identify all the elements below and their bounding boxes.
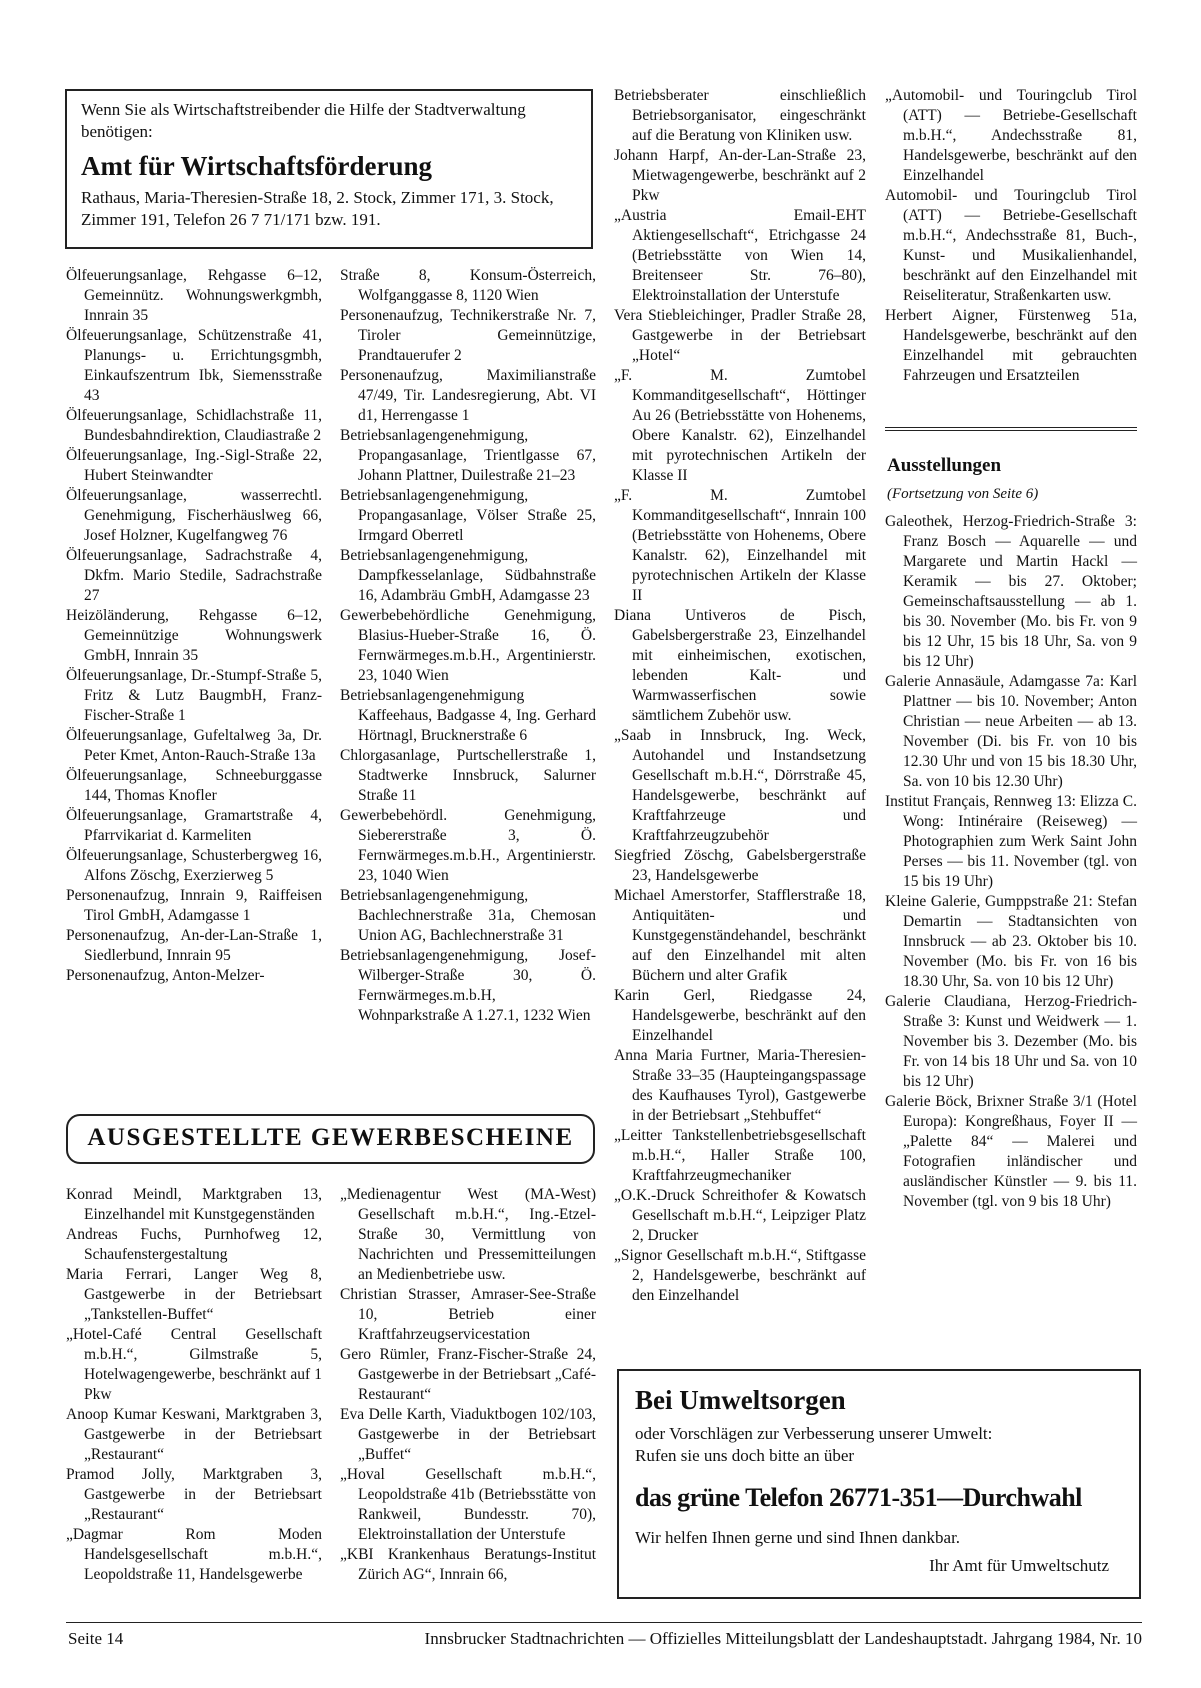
list-item: Personenaufzug, Anton-Melzer- — [66, 967, 265, 984]
list-item: Anna Maria Furtner, Maria-Theresien-Straße 33–35 (Haupteingangspassage des Kaufhauses Tyrol), Gastgewerbe in der Betriebsart „Stehbuffet“ — [614, 1047, 866, 1124]
list-item: „F. M. Zumtobel Kommanditgesellschaft“, Innrain 100 (Betriebsstätte von Hohenems, Obere Kanalstr. 62), Einzelhandel mit pyrotechnischen Artikeln der Klasse II — [614, 487, 866, 604]
list-item: Ölfeuerungsanlage, Dr.-Stumpf-Straße 5, Fritz & Lutz BaugmbH, Franz-Fischer-Straße 1 — [66, 667, 322, 724]
list-item: „Automobil- und Touringclub Tirol (ATT) — Betriebe-Gesellschaft m.b.H.“, Andechsstraße 81, Handelsgewerbe, beschränkt auf den Einzelhandel — [885, 87, 1137, 184]
footer-rule — [66, 1622, 1142, 1623]
list-item: Galerie Böck, Brixner Straße 3/1 (Hotel Europa): Kongreßhaus, Foyer II — „Palette 84“ — Malerei und Fotografien inländischer und ausländischer Künstler — 9. bis 11. November (tgl. von 9 bis 18 Uhr) — [885, 1093, 1137, 1210]
list-item: „O.K.-Druck Schreithofer & Kowatsch Gesellschaft m.b.H.“, Leipziger Platz 2, Drucker — [614, 1187, 866, 1244]
list-item: Andreas Fuchs, Purnhofweg 12, Schaufenstergestaltung — [66, 1226, 322, 1263]
list-item: Ölfeuerungsanlage, wasserrechtl. Genehmigung, Fischerhäuslweg 66, Josef Holzner, Kugelfangweg 76 — [66, 487, 322, 544]
footer — [68, 1628, 1142, 1650]
list-item: Christian Strasser, Amraser-See-Straße 10, Betrieb einer Kraftfahrzeugservicestation — [340, 1286, 596, 1343]
list-item: Personenaufzug, An-der-Lan-Straße 1, Siedlerbund, Innrain 95 — [66, 927, 322, 964]
list-item: Karin Gerl, Riedgasse 24, Handelsgewerbe, beschränkt auf den Einzelhandel — [614, 987, 866, 1044]
list-item: Galerie Annasäule, Adamgasse 7a: Karl Plattner — bis 10. November; Anton Christian — neue Arbeiten — ab 13. November (Di. bis Fr. von 10 bis 12.30 Uhr und von 15 bis 18.30 Uhr, Sa. von 10 bis 12.30 Uhr) — [885, 673, 1137, 790]
list-item: Ölfeuerungsanlage, Schneeburggasse 144, Thomas Knofler — [66, 767, 322, 804]
list-item: Gewerbebehördliche Genehmigung, Blasius-Hueber-Straße 16, Ö. Fernwärmeges.m.b.H., Argentinierstr. 23, 1040 Wien — [340, 607, 596, 684]
list-item: „KBI Krankenhaus Beratungs-Institut Zürich AG“, Innrain 66, — [340, 1546, 596, 1583]
list-item: Ölfeuerungsanlage, Rehgasse 6–12, Gemeinnütz. Wohnungswerkgmbh, Innrain 35 — [66, 267, 322, 324]
page-number: Seite 14 — [68, 1629, 124, 1648]
list-item: Kleine Galerie, Gumppstraße 21: Stefan Demartin — Stadtansichten von Innsbruck — ab 23. Oktober bis 10. November (Mo. bis Fr. von 16 bis 18.30 Uhr, Sa. von 10 bis 12 Uhr) — [885, 893, 1137, 990]
ausstellungen-section — [887, 454, 1137, 1212]
column-1-permits — [66, 266, 322, 986]
list-item: Diana Untiveros de Pisch, Gabelsbergerstraße 23, Einzelhandel mit einheimischen, exotischen, lebenden Kalt- und Warmwasserfischen sowie sämtlichem Zubehör usw. — [614, 607, 866, 724]
list-item: Herbert Aigner, Fürstenweg 51a, Handelsgewerbe, beschränkt auf den Einzelhandel mit gebrauchten Fahrzeugen und Ersatzteilen — [885, 307, 1137, 384]
umwelt-title: Bei Umweltsorgen — [635, 1385, 846, 1415]
list-item: Personenaufzug, Maximilianstraße 47/49, Tir. Landesregierung, Abt. VI d1, Herrengasse 1 — [340, 367, 596, 424]
list-item: Pramod Jolly, Marktgraben 3, Gastgewerbe in der Betriebsart „Restaurant“ — [66, 1466, 322, 1523]
list-item: Personenaufzug, Technikerstraße Nr. 7, Tiroler Gemeinnützige, Prandtauerufer 2 — [340, 307, 596, 364]
list-item: „Medienagentur West (MA-West) Gesellschaft m.b.H.“, Ing.-Etzel-Straße 30, Vermittlung von Nachrichten und Pressemitteilungen an Medienbetriebe usw. — [340, 1186, 596, 1283]
list-item: Ölfeuerungsanlage, Schidlachstraße 11, Bundesbahndirektion, Claudiastraße 2 — [66, 407, 322, 444]
list-item: Michael Amerstorfer, Stafflerstraße 18, Antiquitäten- und Kunstgegenständehandel, beschränkt auf den Einzelhandel mit alten Büchern und alter Grafik — [614, 887, 866, 984]
list-item: „F. M. Zumtobel Kommanditgesellschaft“, Höttinger Au 26 (Betriebsstätte von Hohenems, Obere Kanalstr. 62), Einzelhandel mit pyrotechnischen Artikeln der Klasse II — [614, 367, 866, 484]
list-item: Betriebsanlagengenehmigung, Josef-Wilberger-Straße 30, Ö. Fernwärmeges.m.b.H, Wohnparkstraße A 1.27.1, 1232 Wien — [340, 947, 596, 1024]
list-item: Betriebsberater einschließlich Betriebsorganisator, eingeschränkt auf die Beratung von Kliniken usw. — [614, 87, 866, 144]
column-1-gewerbescheine — [66, 1185, 322, 1585]
section-divider — [885, 427, 1137, 431]
list-item: Konrad Meindl, Marktgraben 13, Einzelhandel mit Kunstgegenständen — [66, 1186, 322, 1223]
umwelt-phone: das grüne Telefon 26771-351—Durchwahl — [635, 1483, 1082, 1512]
list-item: „Dagmar Rom Moden Handelsgesellschaft m.b.H.“, Leopoldstraße 11, Handelsgewerbe — [66, 1526, 322, 1583]
list-item: „Leitter Tankstellenbetriebsgesellschaft m.b.H.“, Haller Straße 100, Kraftfahrzeugmechaniker — [614, 1127, 866, 1184]
column-4-gewerbescheine — [885, 86, 1137, 386]
list-item: Galeothek, Herzog-Friedrich-Straße 3: Franz Bosch — Aquarelle — und Margarete und Martin Hackl — Keramik — bis 27. Oktober; Gemeinschaftsausstellung — ab 1. bis 30. November (Mo. bis Fr. von 9 bis 12 Uhr, 15 bis 18 Uhr, Sa. von 9 bis 12 Uhr) — [885, 513, 1137, 670]
umwelt-signature: Ihr Amt für Umweltschutz — [929, 1556, 1109, 1575]
umweltsorgen-box — [617, 1369, 1141, 1599]
list-item: Institut Français, Rennweg 13: Elizza C. Wong: Intinéraire (Reiseweg) — Photographien zum Werk Saint John Perses — bis 11. November (tgl. von 15 bis 19 Uhr) — [885, 793, 1137, 890]
list-item: „Austria Email-EHT Aktiengesellschaft“, Etrichgasse 24 (Betriebsstätte von Wien 14, Breitenseer Str. 76–80), Elektroinstallation der Unterstufe — [614, 207, 866, 304]
list-item: Chlorgasanlage, Purtschellerstraße 1, Stadtwerke Innsbruck, Salurner Straße 11 — [340, 747, 596, 804]
list-item: Siegfried Zöschg, Gabelsbergerstraße 23, Handelsgewerbe — [614, 847, 866, 884]
list-item: Heizöländerung, Rehgasse 6–12, Gemeinnützige Wohnungswerk GmbH, Innrain 35 — [66, 607, 322, 664]
amt-intro: Wenn Sie als Wirtschaftstreibender die Hilfe der Stadtverwaltung benötigen: — [81, 100, 526, 141]
umwelt-line-1: oder Vorschlägen zur Verbesserung unserer Umwelt: — [635, 1424, 993, 1443]
list-item: Betriebsanlagengenehmigung Kaffeehaus, Badgasse 4, Ing. Gerhard Hörtnagl, Brucknerstraße 6 — [340, 687, 596, 744]
list-item: „Hoval Gesellschaft m.b.H.“, Leopoldstraße 41b (Betriebsstätte von Rankweil, Bundesstr. 70), Elektroinstallation der Unterstufe — [340, 1466, 596, 1543]
amt-title: Amt für Wirtschaftsförderung — [81, 151, 432, 181]
list-item: Automobil- und Touringclub Tirol (ATT) — Betriebe-Gesellschaft m.b.H.“, Andechsstraße 81, Buch-, Kunst- und Musikalienhandel, beschränkt auf den Einzelhandel mit Reiseliteratur, Straßenkarten usw. — [885, 187, 1137, 304]
list-item: Betriebsanlagengenehmigung, Propangasanlage, Völser Straße 25, Irmgard Oberretl — [340, 487, 596, 544]
ausstellungen-continued: (Fortsetzung von Seite 6) — [887, 486, 1039, 502]
list-item: Betriebsanlagengenehmigung, Dampfkesselanlage, Südbahnstraße 16, Adambräu GmbH, Adamgasse 23 — [340, 547, 596, 604]
list-item: Vera Stiebleichinger, Pradler Straße 28, Gastgewerbe in der Betriebsart „Hotel“ — [614, 307, 866, 364]
list-item: Maria Ferrari, Langer Weg 8, Gastgewerbe in der Betriebsart „Tankstellen-Buffet“ — [66, 1266, 322, 1323]
umwelt-thanks: Wir helfen Ihnen gerne und sind Ihnen dankbar. — [635, 1528, 961, 1547]
gewerbescheine-header: AUSGESTELLTE GEWERBESCHEINE — [66, 1114, 595, 1164]
list-item: Gero Rümler, Franz-Fischer-Straße 24, Gastgewerbe in der Betriebsart „Café-Restaurant“ — [340, 1346, 596, 1403]
list-item: Straße 8, Konsum-Österreich, Wolfganggasse 8, 1120 Wien — [340, 267, 596, 304]
list-item: Betriebsanlagengenehmigung, Bachlechnerstraße 31a, Chemosan Union AG, Bachlechnerstraße 31 — [340, 887, 596, 944]
list-item: Ölfeuerungsanlage, Schusterbergweg 16, Alfons Zöschg, Exerzierweg 5 — [66, 847, 322, 884]
publication-line: Innsbrucker Stadtnachrichten — Offizielles Mitteilungsblatt der Landeshauptstadt. Jahrgang 1984, Nr. 10 — [424, 1629, 1142, 1648]
list-item: Ölfeuerungsanlage, Gufeltalweg 3a, Dr. Peter Kmet, Anton-Rauch-Straße 13a — [66, 727, 322, 764]
column-2-permits — [340, 266, 596, 1026]
column-3-gewerbescheine — [614, 86, 866, 1306]
column-2-gewerbescheine — [340, 1185, 596, 1585]
list-item: Gewerbebehördl. Genehmigung, Siebererstraße 3, Ö. Fernwärmeges.m.b.H., Argentinierstr. 23, 1040 Wien — [340, 807, 596, 884]
list-item: Johann Harpf, An-der-Lan-Straße 23, Mietwagengewerbe, beschränkt auf 2 Pkw — [614, 147, 866, 204]
list-item: Galerie Claudiana, Herzog-Friedrich-Straße 3: Kunst und Weidwerk — 1. November bis 3. Dezember (Mo. bis Fr. von 14 bis 18 Uhr und Sa. von 10 bis 12 Uhr) — [885, 993, 1137, 1090]
list-item: „Hotel-Café Central Gesellschaft m.b.H.“, Gilmstraße 5, Hotelwagengewerbe, beschränkt auf 1 Pkw — [66, 1326, 322, 1403]
list-item: Eva Delle Karth, Viaduktbogen 102/103, Gastgewerbe in der Betriebsart „Buffet“ — [340, 1406, 596, 1463]
amt-address: Rathaus, Maria-Theresien-Straße 18, 2. Stock, Zimmer 171, 3. Stock, Zimmer 191, Telefon 26 7 71/171 bzw. 191. — [81, 188, 554, 229]
list-item: Anoop Kumar Keswani, Marktgraben 3, Gastgewerbe in der Betriebsart „Restaurant“ — [66, 1406, 322, 1463]
list-item: Personenaufzug, Innrain 9, Raiffeisen Tirol GmbH, Adamgasse 1 — [66, 887, 322, 924]
ausstellungen-list — [885, 512, 1137, 1212]
list-item: Ölfeuerungsanlage, Ing.-Sigl-Straße 22, Hubert Steinwandter — [66, 447, 322, 484]
list-item: Ölfeuerungsanlage, Sadrachstraße 4, Dkfm. Mario Stedile, Sadrachstraße 27 — [66, 547, 322, 604]
list-item: „Saab in Innsbruck, Ing. Weck, Autohandel und Instandsetzung Gesellschaft m.b.H.“, Dörrstraße 45, Handelsgewerbe, beschränkt auf Kraftfahrzeuge und Kraftfahrzeugzubehör — [614, 727, 866, 844]
amt-wirtschaftsfoerderung-box — [65, 89, 593, 249]
list-item: „Signor Gesellschaft m.b.H.“, Stiftgasse 2, Handelsgewerbe, beschränkt auf den Einzelhandel — [614, 1247, 866, 1304]
ausstellungen-title: Ausstellungen — [887, 455, 1002, 476]
list-item: Ölfeuerungsanlage, Gramartstraße 4, Pfarrvikariat d. Karmeliten — [66, 807, 322, 844]
umwelt-line-2: Rufen sie uns doch bitte an über — [635, 1446, 855, 1465]
list-item: Betriebsanlagengenehmigung, Propangasanlage, Trientlgasse 67, Johann Plattner, Duilestraße 21–23 — [340, 427, 596, 484]
list-item: Ölfeuerungsanlage, Schützenstraße 41, Planungs- u. Errichtungsgmbh, Einkaufszentrum Ibk, Siemensstraße 43 — [66, 327, 322, 404]
